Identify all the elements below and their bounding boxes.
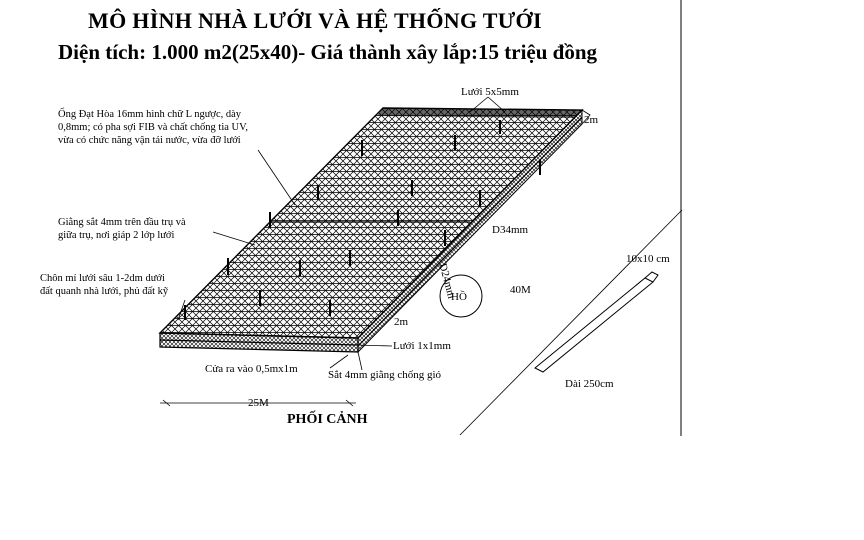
note-bury-line: Chôn mí lưới sâu 1-2dm dưới <box>40 273 165 284</box>
subtitle: Diện tích: 1.000 m2(25x40)- Giá thành xây lắp:15 triệu đồng <box>58 40 598 64</box>
note-pipe <box>58 108 248 147</box>
label-post-length: Dài 250cm <box>565 378 614 390</box>
label-height-top: 2m <box>584 114 599 126</box>
note-pipe-line: 0,8mm; có pha sợi FIB và chất chống tia UV, <box>58 122 248 133</box>
label-pond: HỒ <box>451 291 467 303</box>
label-height-front: 2m <box>394 316 409 328</box>
label-length-40m: 40M <box>510 284 531 296</box>
main-title: MÔ HÌNH NHÀ LƯỚI VÀ HỆ THỐNG TƯỚI <box>88 8 542 33</box>
label-width-25m: 25M <box>248 397 269 409</box>
note-wire-line: giữa trụ, nơi giáp 2 lớp lưới <box>58 230 175 241</box>
label-perspective: PHỐI CẢNH <box>287 412 368 427</box>
note-bury <box>40 272 168 298</box>
label-mesh-top: Lưới 5x5mm <box>461 86 519 98</box>
note-pipe-line: Ống Đạt Hòa 16mm hình chữ L ngược, dày <box>58 109 242 120</box>
note-wire-line: Giằng sắt 4mm trên đầu trụ và <box>58 217 186 228</box>
label-d24: D24mm <box>436 262 458 300</box>
post-drawing <box>535 272 658 372</box>
label-brace: Sắt 4mm giằng chống gió <box>328 369 442 381</box>
label-post-size: 10x10 cm <box>626 253 670 265</box>
label-mesh-side: Lưới 1x1mm <box>393 340 451 352</box>
label-door: Cửa ra vào 0,5mx1m <box>205 363 298 375</box>
label-d34: D34mm <box>492 224 529 236</box>
note-wire <box>58 216 186 242</box>
note-bury-line: đất quanh nhà lưới, phủ đất kỹ <box>40 286 169 297</box>
note-pipe-line: vừa có chức năng vận tải nước, vừa đỡ lưới <box>58 135 241 146</box>
dimension-40m <box>460 210 682 435</box>
